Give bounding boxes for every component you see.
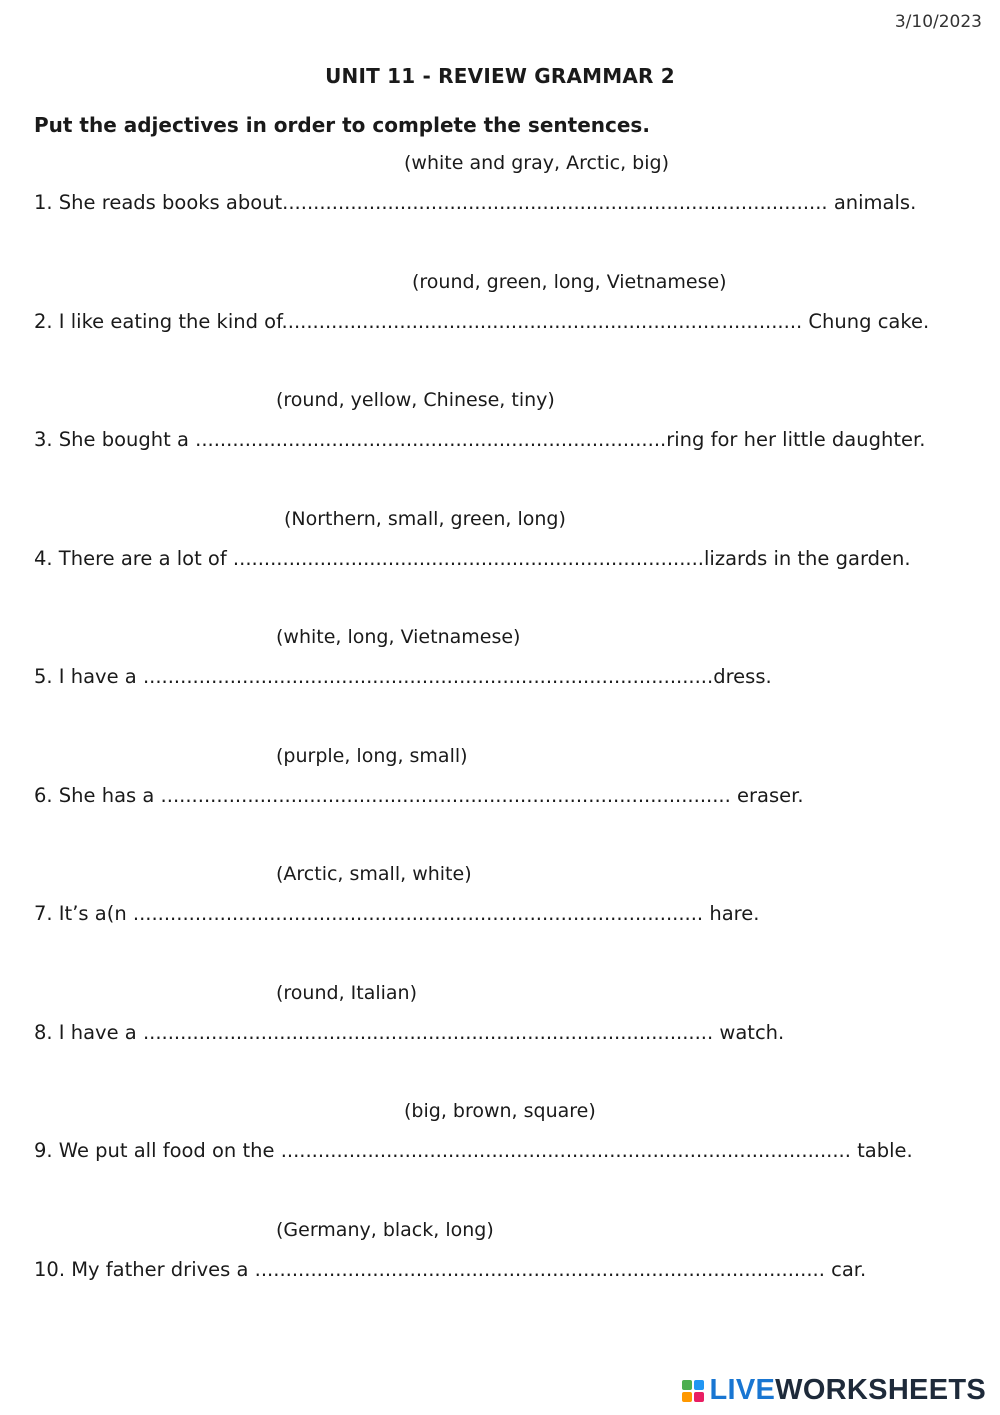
logo-block xyxy=(694,1392,704,1402)
exercise-sentence: 2. I like eating the kind of.................................................................................... Chung cake. xyxy=(34,310,930,333)
brand-suffix: WORKSHEETS xyxy=(775,1374,986,1406)
exercise-hint: (white and gray, Arctic, big) xyxy=(404,152,669,174)
liveworksheets-logo xyxy=(682,1374,986,1407)
exercise-hint: (round, green, long, Vietnamese) xyxy=(412,271,727,293)
exercise-sentence: 10. My father drives a ............................................................................................ car. xyxy=(34,1258,867,1281)
exercise-hint: (Arctic, small, white) xyxy=(276,863,472,885)
exercise-hint: (Germany, black, long) xyxy=(276,1219,494,1241)
date: 3/10/2023 xyxy=(894,12,982,32)
exercise-hint: (big, brown, square) xyxy=(404,1100,596,1122)
exercise-sentence: 4. There are a lot of ............................................................................lizards in the garden. xyxy=(34,547,911,570)
instruction: Put the adjectives in order to complete the sentences. xyxy=(34,113,650,137)
exercise-sentence: 1. She reads books about........................................................................................ animals. xyxy=(34,191,917,214)
exercise-hint: (white, long, Vietnamese) xyxy=(276,626,521,648)
worksheet-title: UNIT 11 - REVIEW GRAMMAR 2 xyxy=(325,64,675,88)
exercise-hint: (round, yellow, Chinese, tiny) xyxy=(276,389,555,411)
logo-block xyxy=(694,1380,704,1390)
brand-name xyxy=(709,1374,986,1407)
exercise-sentence: 6. She has a ............................................................................................ eraser. xyxy=(34,784,804,807)
exercise-sentence: 3. She bought a ............................................................................ring for her little daughter. xyxy=(34,428,926,451)
exercise-sentence: 8. I have a ............................................................................................ watch. xyxy=(34,1021,785,1044)
exercise-sentence: 7. It’s a(n ............................................................................................ hare. xyxy=(34,902,760,925)
logo-block xyxy=(682,1380,692,1390)
exercise-hint: (round, Italian) xyxy=(276,982,418,1004)
exercise-sentence: 5. I have a ............................................................................................dress. xyxy=(34,665,772,688)
brand-prefix: LIVE xyxy=(709,1374,776,1406)
exercise-hint: (purple, long, small) xyxy=(276,745,468,767)
exercise-sentence: 9. We put all food on the ............................................................................................ table. xyxy=(34,1139,913,1162)
logo-block xyxy=(682,1392,692,1402)
exercise-hint: (Northern, small, green, long) xyxy=(284,508,566,530)
logo-blocks-icon xyxy=(682,1380,704,1402)
